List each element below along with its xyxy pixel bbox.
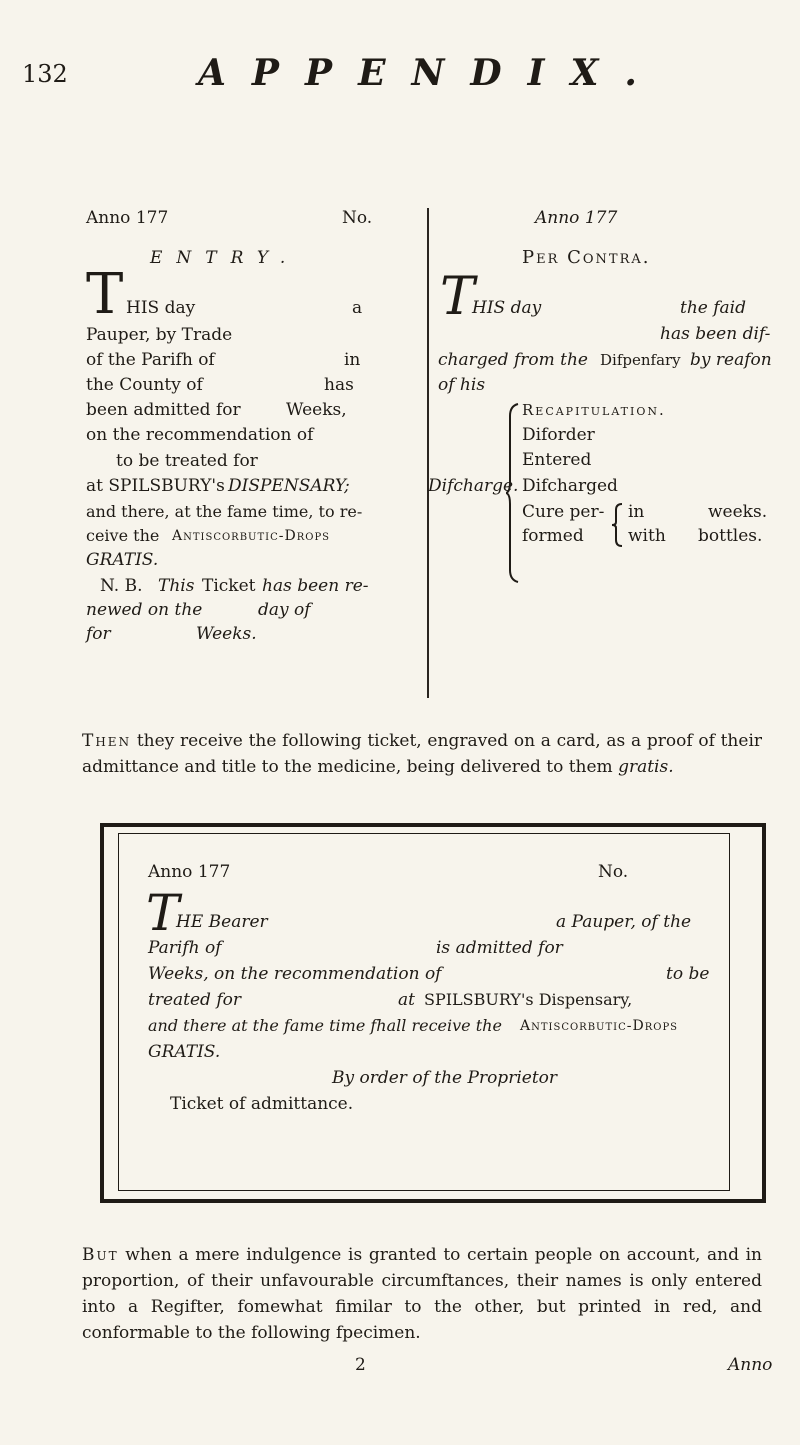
entry-line1: HIS day (126, 298, 196, 318)
small-brace (612, 502, 624, 548)
ticket-line4b: at (398, 990, 415, 1010)
paragraph-but (82, 1242, 762, 1346)
entry-nb-c: has been re- (262, 576, 369, 596)
contra-line3c: by reafon (690, 350, 772, 370)
entry-nb-a: This (158, 576, 195, 596)
entry-drop-cap: T (86, 262, 124, 327)
entry-line6: on the recommendation of (86, 425, 314, 445)
entry-line9: and there, at the fame time, to re- (86, 502, 363, 521)
paragraph-but-text: when a mere indulgence is granted to certain people on account, and in proportion, of their unfavourable circumftances, their names is only entered into a Regifter, fomewhat fimilar to the other, but printed in red, and conformable to the following fpecimen. (82, 1245, 763, 1343)
ticket-line5b: Antiscorbutic-Drops (520, 1018, 679, 1034)
entry-anno: Anno 177 (86, 208, 169, 228)
entry-line10a: ceive the (86, 526, 160, 545)
contra-cure-2: formed (522, 526, 584, 546)
ticket-line8: Ticket of admittance. (170, 1094, 354, 1114)
contra-in: in (628, 502, 645, 522)
ticket-line7: By order of the Proprietor (332, 1068, 558, 1088)
ticket-line6: GRATIS. (148, 1042, 221, 1062)
contra-disorder: Diforder (522, 425, 595, 445)
entry-line5-weeks: Weeks, (286, 400, 347, 420)
paragraph-then (82, 728, 762, 780)
contra-anno: Anno 177 (535, 208, 618, 228)
entry-line5: been admitted for (86, 400, 241, 420)
entry-line2: Pauper, by Trade (86, 325, 233, 345)
entry-no: No. (342, 208, 373, 228)
entry-line10b: Antiscorbutic-Drops (172, 528, 331, 544)
entry-line11: GRATIS. (86, 550, 159, 570)
entry-line3: of the Parifh of (86, 350, 215, 370)
entry-nb-line3-a: for (86, 624, 111, 644)
contra-weeks: weeks. (708, 502, 768, 522)
contra-discharge-label: Difcharge. (428, 476, 519, 496)
contra-line1-b: the faid (680, 298, 746, 318)
ticket-anno: Anno 177 (148, 862, 231, 882)
ticket-inner-border (118, 833, 730, 1191)
entry-line8a: at SPILSBURY's (86, 476, 225, 496)
signature-mark: 2 (355, 1355, 366, 1375)
contra-line1: HIS day (472, 298, 542, 318)
contra-drop-cap: T (440, 267, 475, 327)
ticket-no: No. (598, 862, 629, 882)
ticket-line3b: to be (666, 964, 710, 984)
ticket-line4a: treated for (148, 990, 241, 1010)
catchword: Anno (728, 1355, 773, 1375)
entry-nb-line3-b: Weeks. (196, 624, 257, 644)
paragraph-then-text: they receive the following ticket, engraved on a card, as a proof of their admittance and title to the medicine, being delivered to them (82, 731, 763, 777)
entry-title: ENTRY. (150, 248, 300, 268)
contra-with: with (628, 526, 666, 546)
contra-line4: of his (438, 375, 486, 395)
ticket-line1a: HE Bearer (176, 912, 268, 932)
contra-line3b: Difpenfary (600, 351, 681, 369)
paragraph-but-lead: But (82, 1245, 119, 1265)
ticket-drop-cap: T (146, 884, 180, 942)
contra-discharged: Difcharged (522, 476, 618, 496)
contra-cure-1: Cure per- (522, 502, 605, 522)
paragraph-then-gratis: gratis. (618, 757, 674, 777)
entry-line3-in: in (344, 350, 361, 370)
entry-nb-line2-a: newed on the (86, 600, 203, 620)
contra-bottles: bottles. (698, 526, 763, 546)
entry-line4-has: has (324, 375, 354, 395)
ticket-line3a: Weeks, on the recommendation of (148, 964, 442, 984)
contra-title: Per Contra. (522, 247, 651, 268)
ticket-line5a: and there at the fame time fhall receive the (148, 1016, 502, 1035)
paragraph-then-lead: Then (82, 731, 132, 751)
contra-entered: Entered (522, 450, 592, 470)
entry-nb-label: N. B. (100, 576, 143, 596)
ticket-line1b: a Pauper, of the (556, 912, 692, 932)
contra-line2: has been dif- (660, 324, 771, 344)
column-divider (427, 208, 429, 698)
entry-line4: the County of (86, 375, 203, 395)
ticket-line4c: SPILSBURY's Dispensary, (424, 990, 633, 1009)
contra-line3a: charged from the (438, 350, 588, 370)
running-header: APPENDIX. (198, 52, 663, 94)
entry-line1-a: a (352, 298, 363, 318)
ticket-line2a: Parifh of (148, 938, 222, 958)
ticket-line2b: is admitted for (436, 938, 563, 958)
contra-recapitulation: Recapitulation. (522, 401, 666, 419)
page-number: 132 (22, 60, 68, 88)
entry-nb-b: Ticket (202, 576, 256, 596)
entry-line8b: DISPENSARY; (228, 476, 350, 496)
entry-nb-line2-b: day of (258, 600, 311, 620)
entry-line7: to be treated for (116, 451, 258, 471)
